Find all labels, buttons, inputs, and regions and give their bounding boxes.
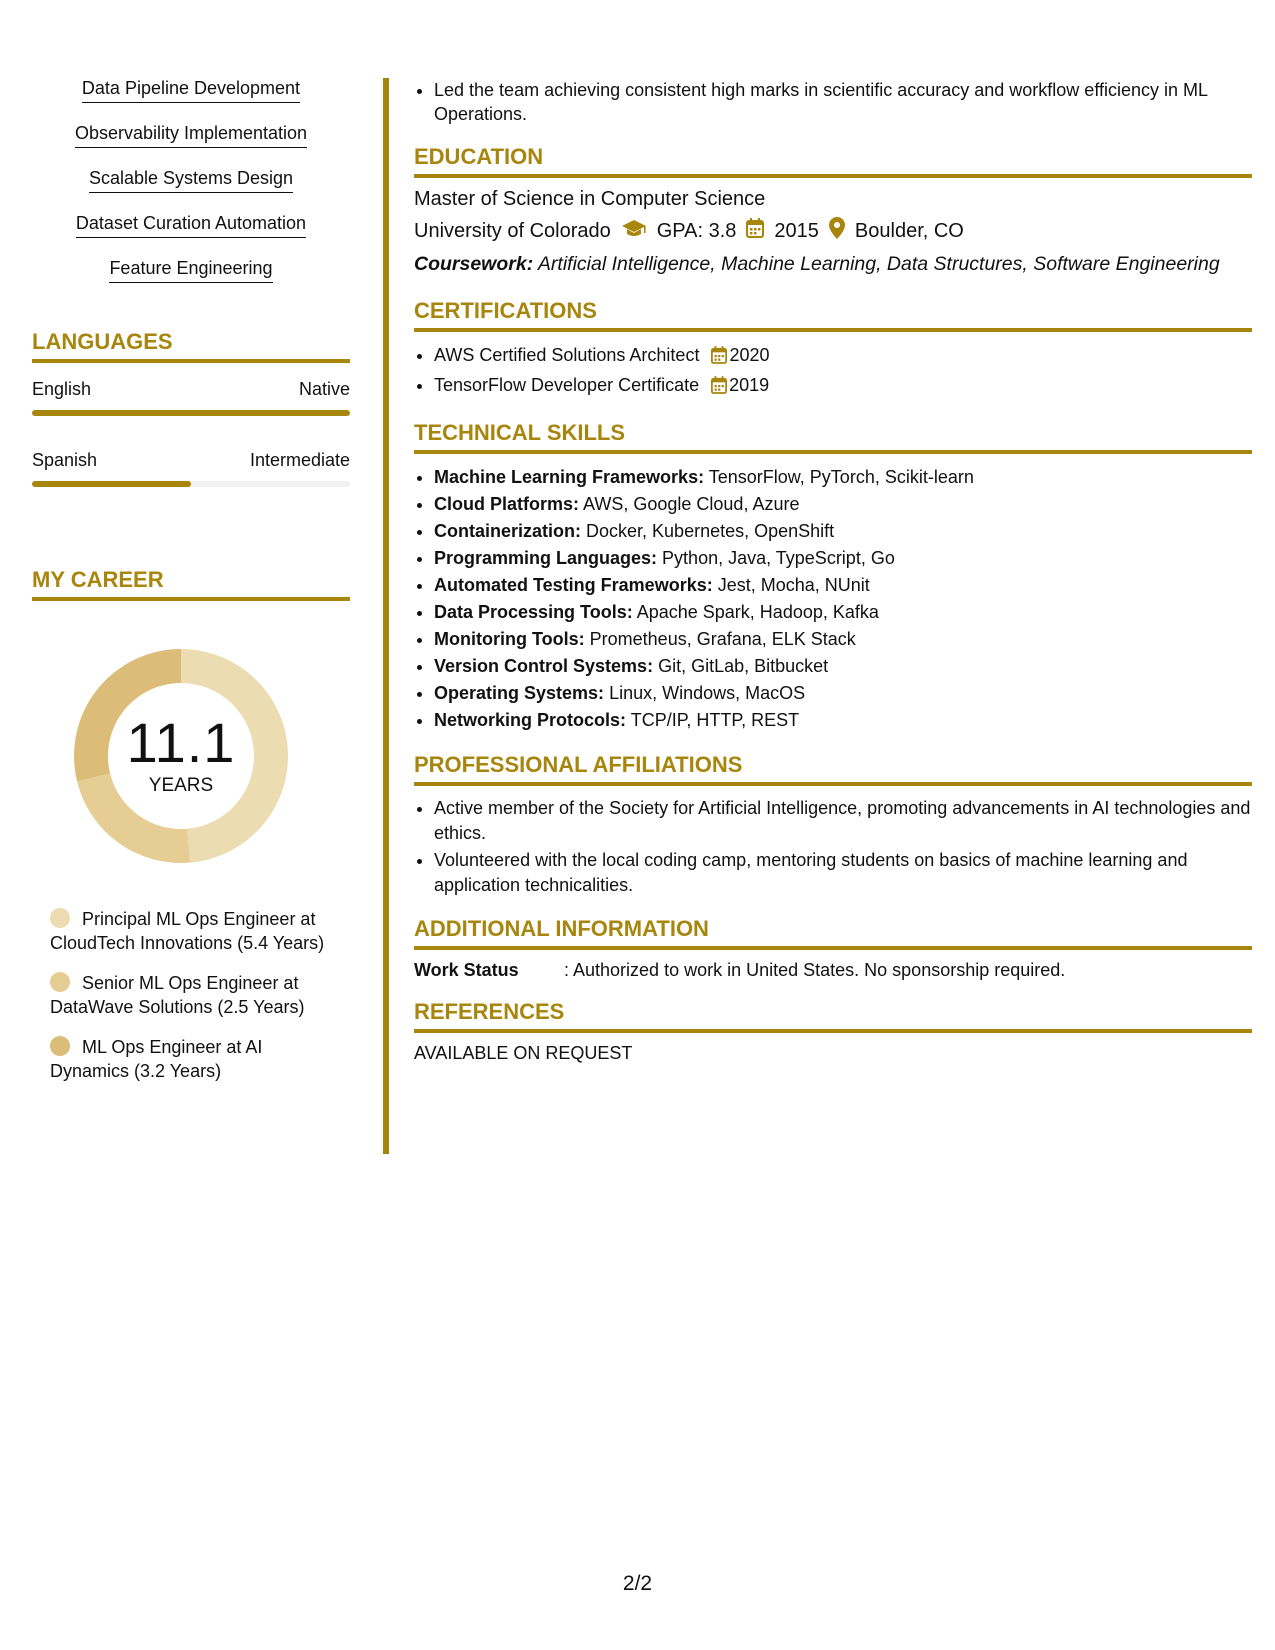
career-legend-item: ML Ops Engineer at AI Dynamics (3.2 Years) xyxy=(50,1037,263,1081)
location-pin-icon xyxy=(829,217,845,245)
technical-skill-item: • Machine Learning Frameworks: TensorFlow, PyTorch, Scikit-learn xyxy=(434,464,1252,491)
page-number: 2/2 xyxy=(622,1572,653,1595)
additional-info-heading: ADDITIONAL INFORMATION xyxy=(414,916,1252,950)
languages-heading: LANGUAGES xyxy=(32,329,350,363)
technical-skill-item: • Version Control Systems: Git, GitLab, Bitbucket xyxy=(434,653,1252,680)
references-text: AVAILABLE ON REQUEST xyxy=(414,1043,633,1063)
technical-skill-item: • Cloud Platforms: AWS, Google Cloud, Azure xyxy=(434,491,1252,518)
skill-item: Scalable Systems Design xyxy=(32,168,350,193)
column-divider xyxy=(383,78,389,1154)
technical-skills-list xyxy=(414,464,1252,734)
career-total-unit: YEARS xyxy=(148,775,214,796)
skill-item: Feature Engineering xyxy=(32,258,350,283)
coursework-label: Coursework: xyxy=(414,253,534,275)
language-bar xyxy=(32,410,350,416)
work-status-value: : Authorized to work in United States. No sponsorship required. xyxy=(564,960,1066,980)
right-column xyxy=(414,78,1252,1064)
certification-item: • AWS Certified Solutions Architect 2020 xyxy=(434,342,1252,372)
coursework xyxy=(414,253,1252,276)
career-total-years: 11.1 xyxy=(126,711,236,774)
graduation-cap-icon xyxy=(621,218,647,244)
calendar-icon xyxy=(711,345,727,372)
language-name: English xyxy=(32,379,92,399)
technical-skill-item: • Operating Systems: Linux, Windows, MacOS xyxy=(434,680,1252,707)
school-name: University of Colorado xyxy=(414,219,611,242)
career-heading: MY CAREER xyxy=(32,567,350,601)
career-legend xyxy=(50,907,340,1083)
references-heading: REFERENCES xyxy=(414,999,1252,1033)
affiliations-list xyxy=(414,796,1252,898)
legend-dot xyxy=(50,1036,70,1056)
gpa: GPA: 3.8 xyxy=(656,219,737,242)
work-status xyxy=(414,960,1252,981)
certification-item: • TensorFlow Developer Certificate 2019 xyxy=(434,372,1252,402)
technical-skill-item: • Containerization: Docker, Kubernetes, OpenShift xyxy=(434,518,1252,545)
affiliations-heading: PROFESSIONAL AFFILIATIONS xyxy=(414,752,1252,786)
skill-list xyxy=(32,78,350,283)
calendar-icon xyxy=(746,218,764,244)
legend-dot xyxy=(50,908,70,928)
legend-dot xyxy=(50,972,70,992)
calendar-icon xyxy=(711,375,727,402)
language-bar-fill xyxy=(32,481,191,487)
career-donut-chart xyxy=(66,641,296,871)
language-spanish xyxy=(32,450,350,487)
affiliation-item: • Active member of the Society for Artificial Intelligence, promoting advancements in AI technologies and ethics. xyxy=(434,796,1252,846)
degree-title: Master of Science in Computer Science xyxy=(414,188,766,210)
skill-item: Observability Implementation xyxy=(32,123,350,148)
language-level: Native xyxy=(298,379,350,399)
language-name: Spanish xyxy=(32,450,98,470)
affiliation-item: • Volunteered with the local coding camp, mentoring students on basics of machine learning and application technicalities. xyxy=(434,848,1252,898)
technical-skill-item: • Networking Protocols: TCP/IP, HTTP, REST xyxy=(434,707,1252,734)
education-details xyxy=(414,217,1252,245)
technical-skill-item: • Monitoring Tools: Prometheus, Grafana, ELK Stack xyxy=(434,626,1252,653)
graduation-year: 2015 xyxy=(774,219,819,242)
career-legend-item: Principal ML Ops Engineer at CloudTech Innovations (5.4 Years) xyxy=(50,909,325,953)
work-status-label: Work Status xyxy=(414,960,519,980)
left-column xyxy=(32,78,350,1099)
technical-skill-item: • Automated Testing Frameworks: Jest, Mocha, NUnit xyxy=(434,572,1252,599)
skill-item: Data Pipeline Development xyxy=(32,78,350,103)
coursework-value: Artificial Intelligence, Machine Learning, Data Structures, Software Engineering xyxy=(537,253,1220,275)
experience-bullet: • Led the team achieving consistent high marks in scientific accuracy and workflow efficiency in ML Operations. xyxy=(434,78,1252,126)
certifications-list xyxy=(414,342,1252,402)
education-heading: EDUCATION xyxy=(414,144,1252,178)
technical-skill-item: • Data Processing Tools: Apache Spark, Hadoop, Kafka xyxy=(434,599,1252,626)
language-english xyxy=(32,379,350,416)
school-location: Boulder, CO xyxy=(854,219,964,242)
skill-item: Dataset Curation Automation xyxy=(32,213,350,238)
language-level: Intermediate xyxy=(249,450,350,470)
technical-skills-heading: TECHNICAL SKILLS xyxy=(414,420,1252,454)
career-legend-item: Senior ML Ops Engineer at DataWave Solutions (2.5 Years) xyxy=(50,973,305,1017)
certifications-heading: CERTIFICATIONS xyxy=(414,298,1252,332)
language-bar-fill xyxy=(32,410,350,416)
technical-skill-item: • Programming Languages: Python, Java, TypeScript, Go xyxy=(434,545,1252,572)
language-bar xyxy=(32,481,350,487)
experience-bullets xyxy=(414,78,1252,126)
